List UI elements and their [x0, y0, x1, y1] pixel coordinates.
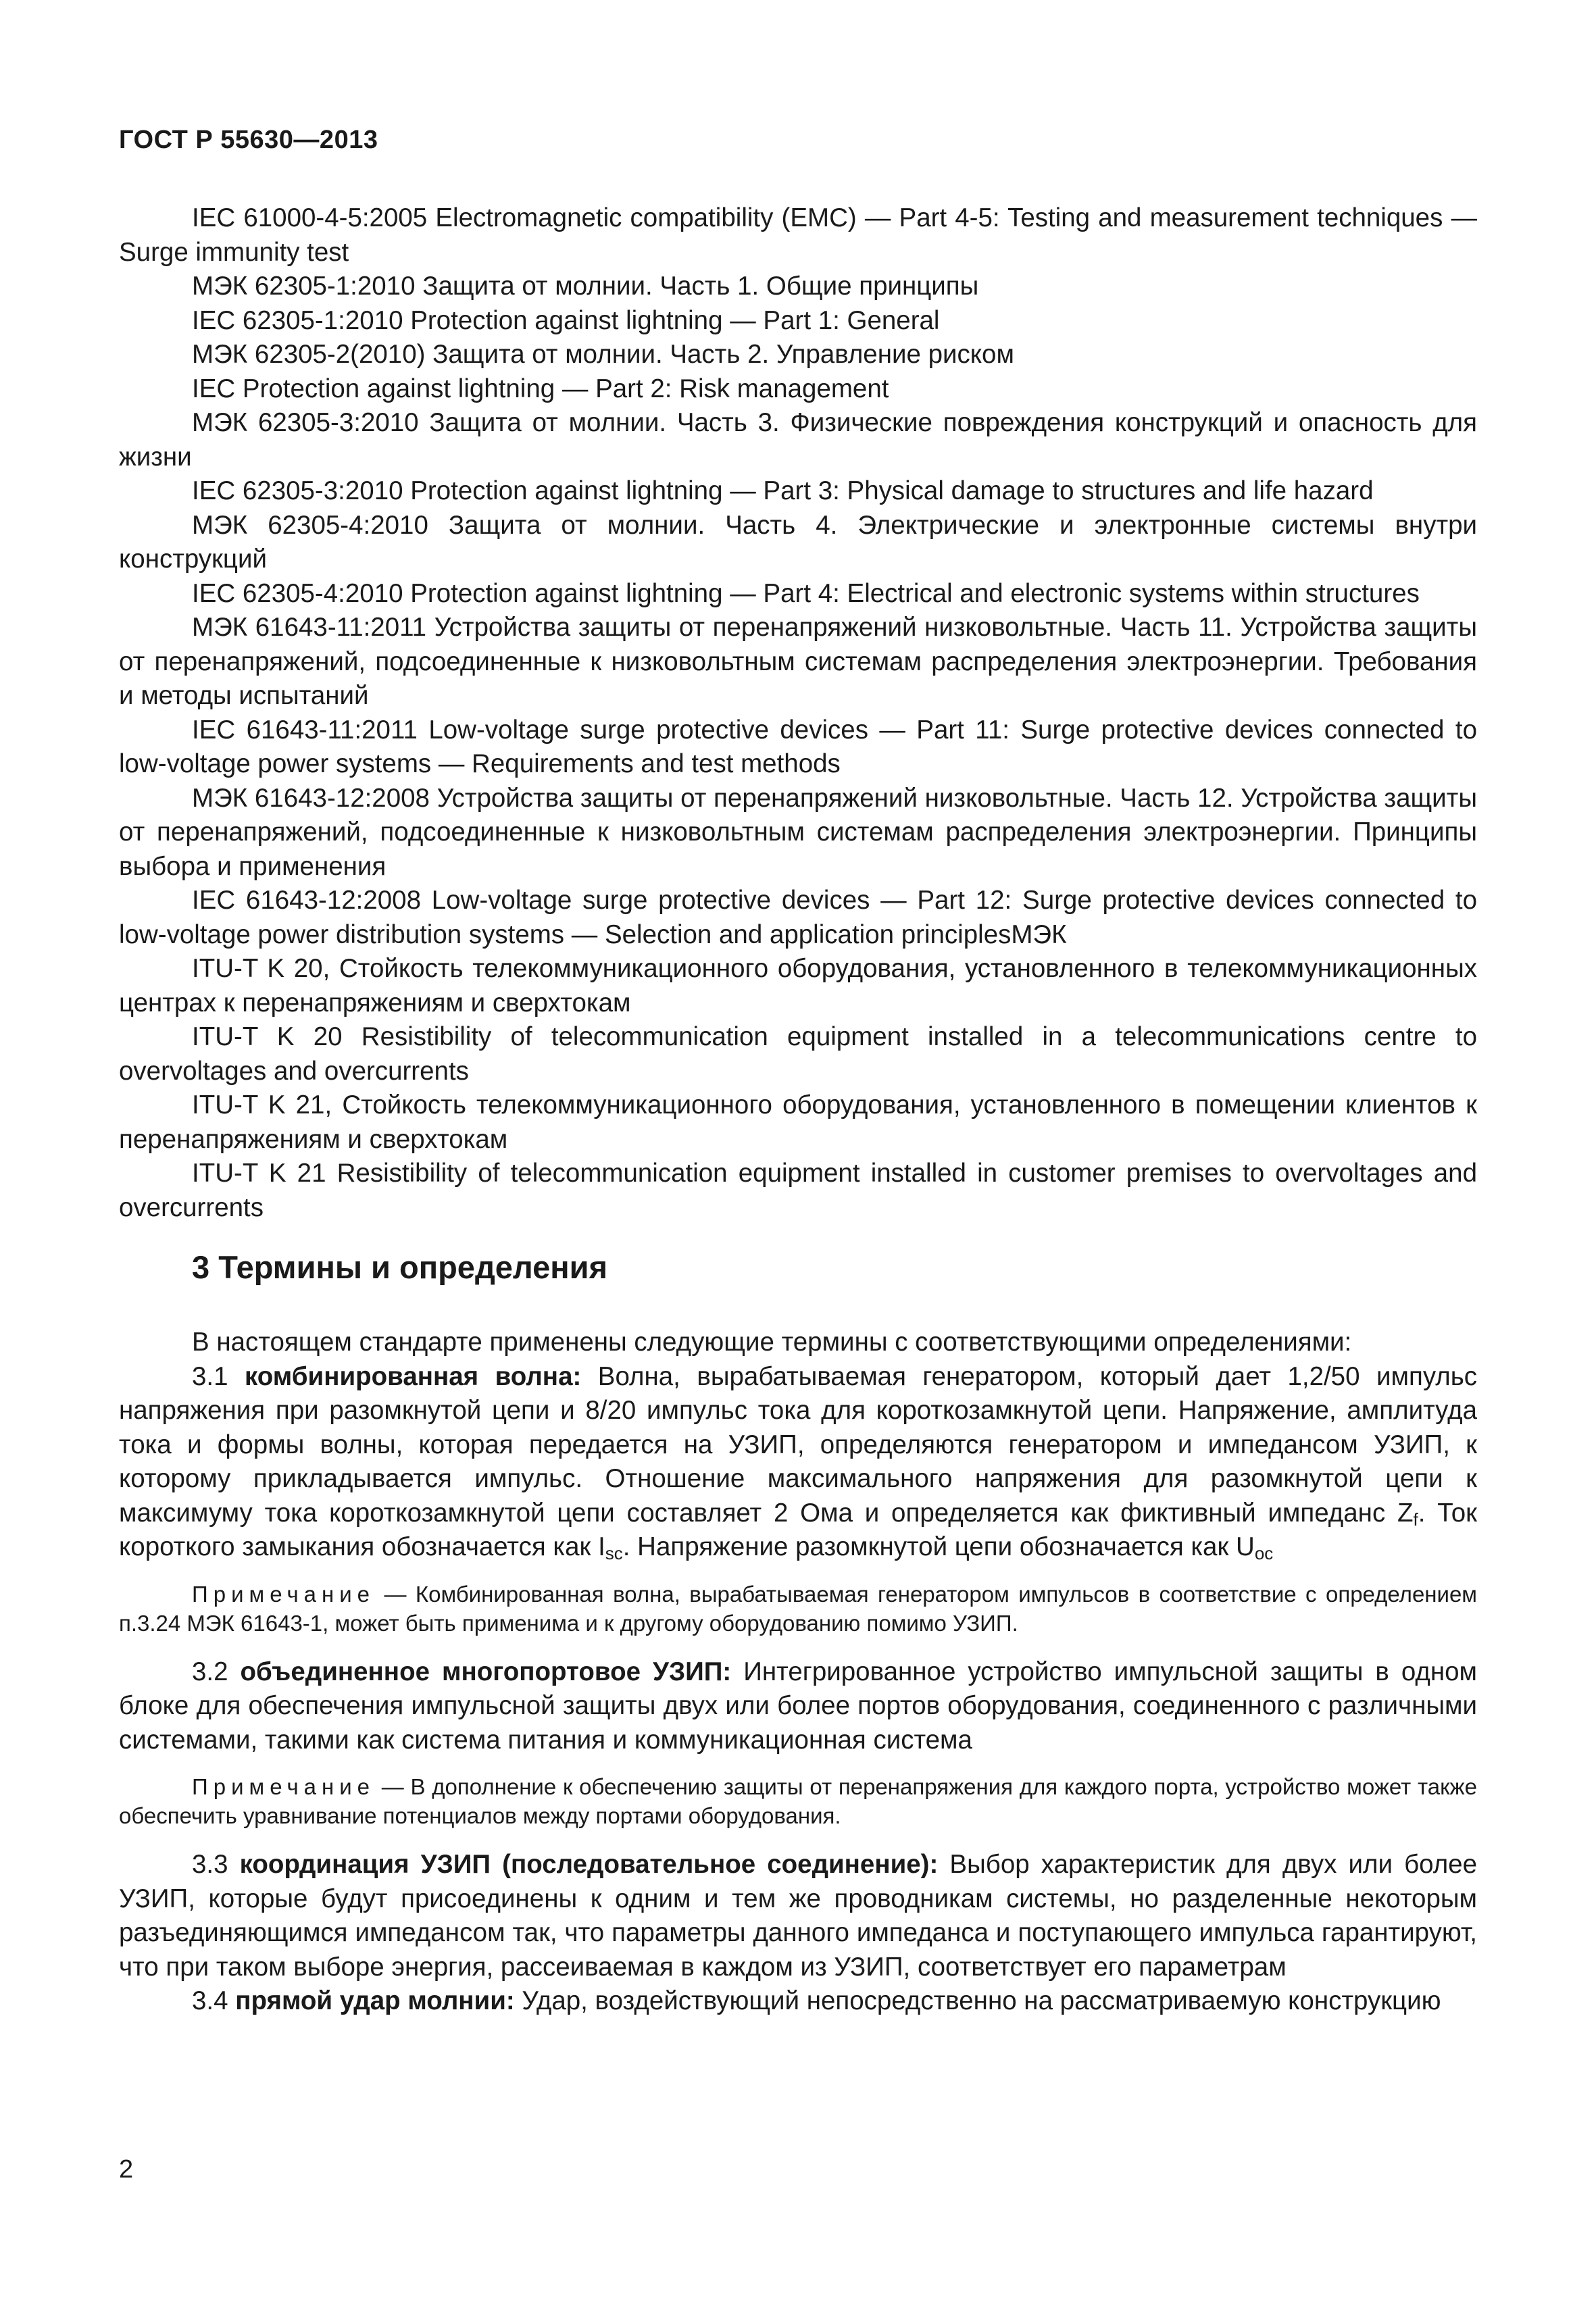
- reference-item: IEC 61643-11:2011 Low-voltage surge protective devices — Part 11: Surge protective devices connected to low-voltage power systems — Requirements and test methods: [119, 715, 1477, 778]
- subscript-sc: sc: [605, 1543, 623, 1563]
- term-number: 3.3: [192, 1850, 240, 1879]
- section-body: [119, 1326, 1477, 2019]
- term-definition-3-3: [119, 1848, 1477, 1984]
- term-text: Интегрированное устройство импульсной защиты в одном блоке для обеспечения импульсной защиты двух или более портов оборудования, соединенного с различными системами, такими как система питания и коммуникационная система: [119, 1657, 1478, 1755]
- reference-item: МЭК 62305-3:2010 Защита от молнии. Часть 3. Физические повреждения конструкций и опасность для жизни: [119, 408, 1477, 472]
- note-label: Примечание: [192, 1581, 376, 1607]
- note-text: — В дополнение к обеспечению защиты от перенапряжения для каждого порта, устройство может также обеспечить уравнивание потенциалов между портами оборудования.: [119, 1774, 1477, 1828]
- reference-item: IEC 62305-1:2010 Protection against lightning — Part 1: General: [192, 305, 940, 335]
- reference-item: МЭК 61643-12:2008 Устройства защиты от перенапряжений низковольтные. Часть 12. Устройства защиты от перенапряжений, подсоединенные к низковольтным системам распределения электроэнергии. Принципы выбора и применения: [119, 783, 1477, 881]
- term-text-3: . Напряжение разомкнутой цепи обозначается как U: [622, 1532, 1255, 1561]
- reference-item: МЭК 62305-2(2010) Защита от молнии. Часть 2. Управление риском: [192, 340, 1014, 369]
- section-intro: В настоящем стандарте применены следующие термины с соответствующими определениями:: [192, 1328, 1352, 1357]
- reference-item: IEC 61000-4-5:2005 Electromagnetic compatibility (EMC) — Part 4-5: Testing and measurement techniques — Surge immunity test: [119, 203, 1477, 267]
- reference-item: МЭК 61643-11:2011 Устройства защиты от перенапряжений низковольтные. Часть 11. Устройства защиты от перенапряжений, подсоединенные к низковольтным системам распределения электроэнергии. Требования и методы испытаний: [119, 613, 1477, 710]
- term-definition-3-4: [119, 1984, 1477, 2019]
- note-1: [119, 1580, 1477, 1638]
- term-name: объединенное многопортовое УЗИП:: [240, 1657, 732, 1686]
- reference-item: МЭК 62305-4:2010 Защита от молнии. Часть 4. Электрические и электронные системы внутри конструкций: [119, 510, 1477, 574]
- term-text: Удар, воздействующий непосредственно на рассматриваемую конструкцию: [514, 1986, 1441, 2015]
- term-definition-3-1: [119, 1360, 1477, 1565]
- term-text: Выбор характеристик для двух или более УЗИП, которые будут присоединены к одним и тем же проводникам системы, но разделенные некоторым разъединяющимся импедансом так, что параметры данного импеданса и поступающего импульса гарантируют, что при таком выборе энергия, рассеиваемая в каждом из УЗИП, соответствует его параметрам: [119, 1850, 1477, 1982]
- term-number: 3.1: [192, 1361, 245, 1391]
- reference-item: ITU-T K 20 Resistibility of telecommunication equipment installed in a telecommunications centre to overvoltages and overcurrents: [119, 1022, 1477, 1086]
- reference-item: МЭК 62305-1:2010 Защита от молнии. Часть 1. Общие принципы: [192, 272, 979, 301]
- reference-item: IEC 62305-3:2010 Protection against lightning — Part 3: Physical damage to structures and life hazard: [192, 476, 1374, 505]
- term-definition-3-2: [119, 1655, 1477, 1758]
- term-name: прямой удар молнии:: [235, 1986, 515, 2015]
- reference-item: IEC 62305-4:2010 Protection against lightning — Part 4: Electrical and electronic systems within structures: [192, 578, 1420, 608]
- reference-item: ITU-T K 20, Стойкость телекоммуникационного оборудования, установленного в телекоммуникационных центрах к перенапряжениям и сверхтокам: [119, 954, 1477, 1017]
- reference-item: ITU-T K 21 Resistibility of telecommunication equipment installed in customer premises to overvoltages and overcurrents: [119, 1159, 1477, 1222]
- reference-item: IEC Protection against lightning — Part 2: Risk management: [192, 374, 889, 403]
- note-text: — Комбинированная волна, вырабатываемая генератором импульсов в соответствие с определением п.3.24 МЭК 61643-1, может быть применима и к другому оборудованию помимо УЗИП.: [119, 1581, 1477, 1636]
- reference-item: IEC 61643-12:2008 Low-voltage surge protective devices — Part 12: Surge protective devices connected to low-voltage power distribution systems — Selection and application principlesМЭК: [119, 886, 1477, 949]
- subscript-f: f: [1413, 1509, 1418, 1530]
- subscript-oc: oc: [1254, 1543, 1274, 1563]
- term-name: комбинированная волна:: [245, 1361, 582, 1391]
- term-text-2: . Ток короткого замыкания обозначается как I: [119, 1498, 1477, 1561]
- term-number: 3.2: [192, 1657, 241, 1686]
- term-name: координация УЗИП (последовательное соединение):: [239, 1850, 939, 1879]
- section-title: 3 Термины и определения: [192, 1249, 607, 1285]
- page-number: 2: [119, 2155, 134, 2184]
- normative-references-list: [119, 201, 1477, 1225]
- reference-item: ITU-T K 21, Стойкость телекоммуникационного оборудования, установленного в помещении клиентов к перенапряжениям и сверхтокам: [119, 1090, 1477, 1154]
- term-text: Волна, вырабатываемая генератором, который дает 1,2/50 импульс напряжения при разомкнутой цепи и 8/20 импульс тока для короткозамкнутой цепи. Напряжение, амплитуда тока и формы волны, которая передается на УЗИП, определяются генератором и импедансом УЗИП, к которому прикладывается импульс. Отношение максимального напряжения для разомкнутой цепи к максимуму тока короткозамкнутой цепи составляет 2 Ома и определяется как фиктивный импеданс Z: [119, 1361, 1478, 1528]
- note-label: Примечание: [192, 1774, 376, 1799]
- note-2: [119, 1772, 1477, 1830]
- term-number: 3.4: [192, 1986, 236, 2015]
- standard-code-header: ГОСТ Р 55630—2013: [119, 126, 378, 154]
